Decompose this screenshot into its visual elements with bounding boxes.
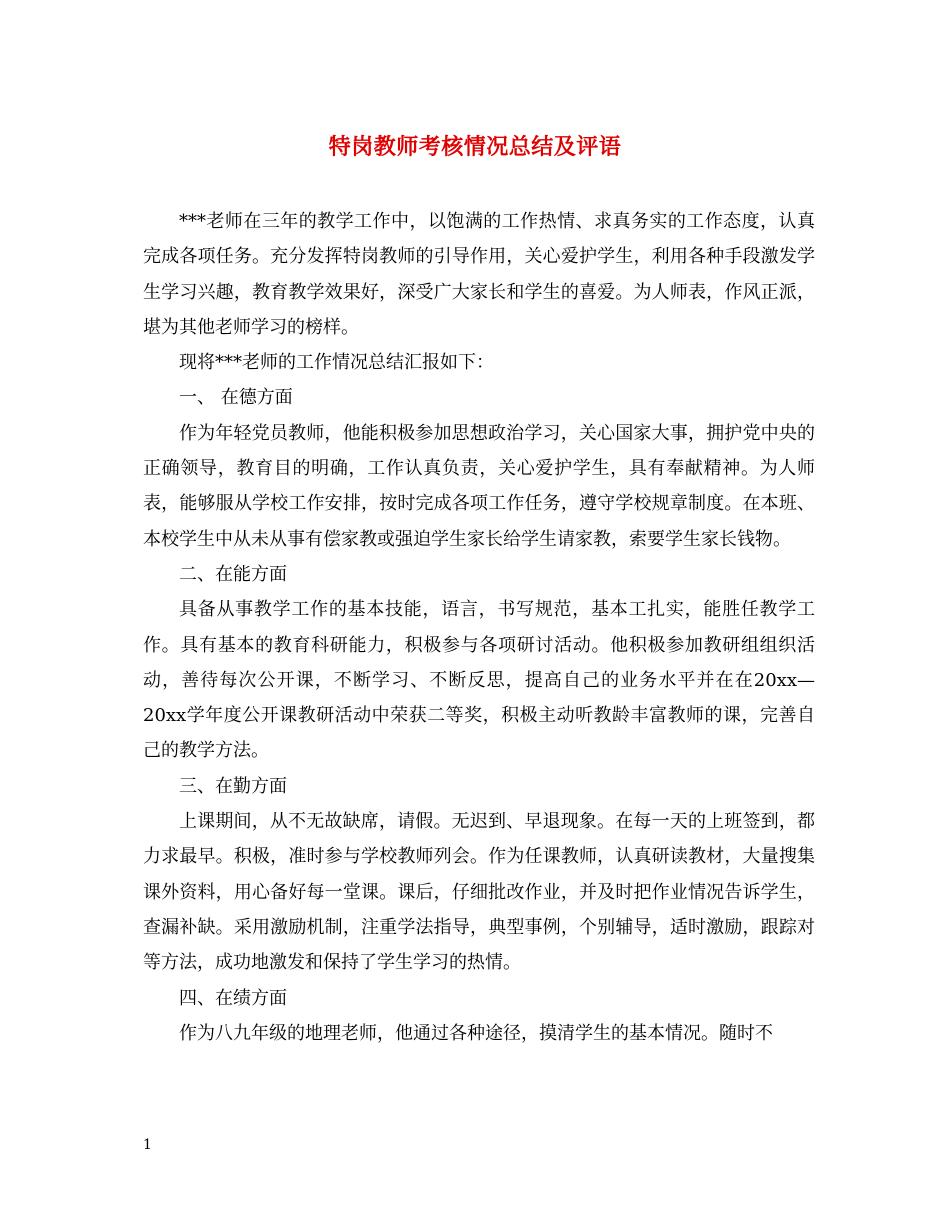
section-heading-ability: 二、在能方面 <box>179 563 287 585</box>
paragraph-summary-lead: 现将***老师的工作情况总结汇报如下： <box>179 352 494 374</box>
document-body <box>143 204 815 1051</box>
paragraph-intro: ***老师在三年的教学工作中，以饱满的工作热情、求真务实的工作态度，认真完成各项任务。充分发挥特岗教师的引导作用，关心爱护学生，利用各种手段激发学生学习兴趣，教育教学效果好，深受广大家长和学生的喜爱。为人师表，作风正派，堪为其他老师学习的榜样。 <box>143 211 815 338</box>
paragraph-morality: 作为年轻党员教师，他能积极参加思想政治学习，关心国家大事，拥护党中央的正确领导，教育目的明确，工作认真负责，关心爱护学生，具有奉献精神。为人师表，能够服从学校工作安排，按时完成各项工作任务，遵守学校规章制度。在本班、本校学生中从未从事有偿家教或强迫学生家长给学生请家教，索要学生家长钱物。 <box>143 422 815 550</box>
section-heading-achievement: 四、在绩方面 <box>179 987 287 1009</box>
document-title: 特岗教师考核情况总结及评语 <box>328 134 622 160</box>
section-heading-diligence: 三、在勤方面 <box>179 775 287 797</box>
page-number: 1 <box>143 1137 152 1153</box>
section-heading-morality: 一、 在德方面 <box>179 387 293 409</box>
paragraph-ability: 具备从事教学工作的基本技能，语言，书写规范，基本工扎实，能胜任教学工作。具有基本的教育科研能力，积极参与各项研讨活动。他积极参加教研组组织活动，善待每次公开课，不断学习、不断反思，提高自己的业务水平并在在20xx—20xx学年度公开课教研活动中荣获二等奖，积极主动听教龄丰富教师的课，完善自己的教学方法。 <box>143 599 815 762</box>
paragraph-diligence: 上课期间，从不无故缺席，请假。无迟到、早退现象。在每一天的上班签到，都力求最早。积极，准时参与学校教师列会。作为任课教师，认真研读教材，大量搜集课外资料，用心备好每一堂课。课后，仔细批改作业，并及时把作业情况告诉学生，查漏补缺。采用激励机制，注重学法指导，典型事例，个别辅导，适时激励，跟踪对等方法，成功地激发和保持了学生学习的热情。 <box>143 811 815 974</box>
paragraph-achievement: 作为八九年级的地理老师，他通过各种途径，摸清学生的基本情况。随时不 <box>179 1022 773 1044</box>
